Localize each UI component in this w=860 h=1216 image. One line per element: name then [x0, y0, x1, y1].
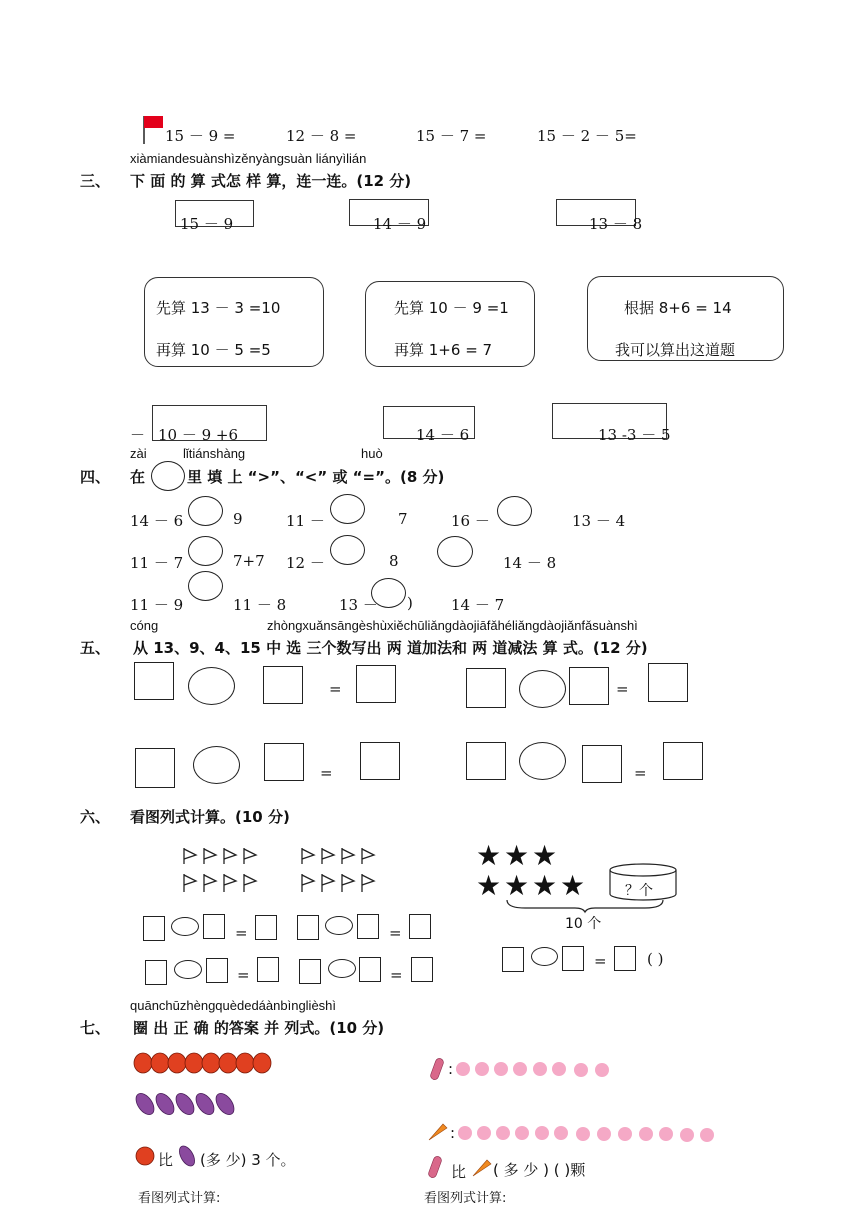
- sec3-top-expr-2: 14 － 9: [373, 215, 427, 233]
- flags-group-left: [180, 846, 275, 898]
- equals-sign: =: [320, 764, 333, 782]
- sec4-pinyin-3: huò: [361, 446, 383, 461]
- candy-dot: [513, 1062, 527, 1076]
- cmp-r3-d: ): [407, 594, 413, 612]
- cmp-circle[interactable]: [330, 535, 365, 565]
- sec4-pinyin-2: lǐtiánshàng: [183, 446, 246, 461]
- cmp-r1-a: 14 － 6: [130, 512, 184, 530]
- cmp-r2-a: 11 － 7: [130, 554, 184, 572]
- method-1-step-2: 再算 10 － 5 =5: [156, 341, 271, 359]
- eggplant-icon: [176, 1142, 198, 1168]
- sec6-number: 六、: [80, 808, 111, 826]
- carrot-colon: :: [450, 1124, 456, 1142]
- sec3-pinyin: xiàmiandesuànshìzěnyàngsuàn liányìlián: [130, 151, 367, 166]
- cmp-circle[interactable]: [371, 578, 406, 608]
- equals-sign: =: [634, 764, 647, 782]
- left-calc-label: 看图列式计算:: [138, 1191, 221, 1206]
- star-icon: ★: [476, 839, 502, 872]
- operator-oval[interactable]: [328, 959, 356, 978]
- sec7-title: 圈 出 正 确 的答案 并 列式。(10 分): [133, 1019, 385, 1037]
- method-3-step-2: 我可以算出这道题: [615, 341, 736, 359]
- sec4-title-a: 在: [130, 468, 146, 486]
- answer-box[interactable]: [562, 946, 584, 971]
- answer-box[interactable]: [263, 666, 303, 704]
- candy-dot: [477, 1126, 491, 1140]
- answer-box[interactable]: [255, 915, 277, 940]
- star-icon: ★: [532, 869, 558, 902]
- sec4-title-circle: [151, 461, 185, 491]
- sec3-top-expr-1: 15 － 9: [180, 215, 234, 233]
- candy-dot: [494, 1062, 508, 1076]
- candy-dot: [639, 1127, 653, 1141]
- eggplants-row: [133, 1085, 243, 1119]
- method-2-step-1: 先算 10 － 9 =1: [394, 299, 509, 317]
- operator-oval[interactable]: [171, 917, 199, 936]
- candy-dot: [554, 1126, 568, 1140]
- candy-icon: [425, 1154, 445, 1180]
- answer-box[interactable]: [145, 960, 167, 985]
- flags-group-right: [298, 846, 393, 898]
- candy-dot: [680, 1128, 694, 1142]
- sec5-pinyin-2: zhòngxuǎnsāngèshùxiěchūliǎngdàojiāfǎhéliǎngdàojiǎnfǎsuànshì: [267, 618, 638, 633]
- answer-box[interactable]: [614, 946, 636, 971]
- sec6-title: 看图列式计算。(10 分): [130, 808, 290, 826]
- answer-box[interactable]: [409, 914, 431, 939]
- left-compare: 比: [158, 1151, 174, 1169]
- cmp-circle[interactable]: [188, 496, 223, 526]
- answer-box[interactable]: [648, 663, 688, 702]
- candy-dot: [576, 1127, 590, 1141]
- candy-dot: [496, 1126, 510, 1140]
- answer-box[interactable]: [143, 916, 165, 941]
- sec4-number: 四、: [80, 468, 111, 486]
- top-expr-2: 12 － 8 =: [286, 127, 357, 145]
- cmp-circle[interactable]: [330, 494, 365, 524]
- equals-sign: =: [389, 924, 402, 942]
- equals-sign: =: [235, 924, 248, 942]
- flag-icon: [142, 114, 164, 144]
- cmp-r1-b: 9: [233, 510, 243, 528]
- sec5-number: 五、: [80, 639, 111, 657]
- sec7-number: 七、: [80, 1019, 111, 1037]
- answer-box[interactable]: [297, 915, 319, 940]
- method-2-step-2: 再算 1+6 = 7: [394, 341, 493, 359]
- cmp-r2-c: 12 －: [286, 554, 325, 572]
- candy-dot: [597, 1127, 611, 1141]
- top-expr-1: 15 － 9 =: [165, 127, 236, 145]
- top-expr-3: 15 － 7 =: [416, 127, 487, 145]
- method-3-step-1: 根据 8+6 = 14: [624, 299, 732, 317]
- sec3-bottom-expr-1: 10 － 9 +6: [158, 426, 239, 444]
- sec3-title: 下 面 的 算 式怎 样 算，连一连。(12 分): [130, 172, 412, 190]
- star-icon: ★: [560, 869, 586, 902]
- candy-dot: [515, 1126, 529, 1140]
- candy-colon: :: [448, 1060, 454, 1078]
- sec4-title-b: 里 填 上 “>”、“<” 或 “=”。(8 分): [187, 468, 445, 486]
- sec5-pinyin-1: cóng: [130, 618, 159, 633]
- answer-box[interactable]: [582, 745, 622, 783]
- answer-box[interactable]: [502, 947, 524, 972]
- equals-sign: =: [594, 952, 607, 970]
- total-count: 10 个: [565, 916, 602, 932]
- right-choice: ( 多 少 ) ( )颗: [493, 1161, 586, 1179]
- left-choice: (多 少) 3 个。: [200, 1151, 296, 1169]
- sec3-top-expr-3: 13 － 8: [589, 215, 643, 233]
- answer-box[interactable]: [663, 742, 703, 780]
- cmp-r3-c: 13 －: [339, 596, 378, 614]
- sec3-bottom-expr-3: 13 -3 － 5: [598, 426, 671, 444]
- candy-dot: [595, 1063, 609, 1077]
- answer-box[interactable]: [299, 959, 321, 984]
- cmp-circle[interactable]: [188, 536, 223, 566]
- cmp-r1-f: 13 － 4: [572, 512, 626, 530]
- star-icon: ★: [476, 869, 502, 902]
- answer-box[interactable]: [206, 958, 228, 983]
- star-icon: ★: [532, 839, 558, 872]
- candy-dot: [618, 1127, 632, 1141]
- equals-sign: =: [237, 966, 250, 984]
- candy-icon: [427, 1056, 447, 1082]
- cmp-r1-d: 7: [398, 510, 408, 528]
- candy-dot: [659, 1127, 673, 1141]
- answer-box[interactable]: [264, 743, 304, 781]
- cmp-circle[interactable]: [497, 496, 532, 526]
- sec3-bottom-expr-2: 14 － 6: [416, 426, 470, 444]
- answer-box[interactable]: [359, 957, 381, 982]
- answer-box[interactable]: [203, 914, 225, 939]
- cmp-r1-c: 11 －: [286, 512, 325, 530]
- right-calc-label: 看图列式计算:: [424, 1191, 507, 1206]
- cmp-r2-d: 8: [389, 552, 399, 570]
- cmp-r3-a: 11 － 9: [130, 596, 184, 614]
- operator-oval[interactable]: [531, 947, 558, 966]
- tomatoes-row: [133, 1049, 278, 1075]
- equals-sign: =: [390, 966, 403, 984]
- answer-paren: ( ): [647, 950, 664, 968]
- right-compare: 比: [451, 1163, 467, 1181]
- candy-dot: [458, 1126, 472, 1140]
- answer-box[interactable]: [569, 667, 609, 705]
- candy-dot: [475, 1062, 489, 1076]
- cmp-r3-b: 11 － 8: [233, 596, 287, 614]
- answer-box[interactable]: [360, 742, 400, 780]
- cmp-r3-e: 14 － 7: [451, 596, 505, 614]
- candy-dot: [574, 1063, 588, 1077]
- answer-box[interactable]: [466, 668, 506, 708]
- candy-dot: [535, 1126, 549, 1140]
- answer-box[interactable]: [466, 742, 506, 780]
- candy-dot: [552, 1062, 566, 1076]
- cmp-circle[interactable]: [188, 571, 223, 601]
- top-expr-4: 15 － 2 － 5=: [537, 127, 637, 145]
- operator-oval[interactable]: [174, 960, 202, 979]
- candy-dot: [456, 1062, 470, 1076]
- star-icon: ★: [504, 839, 530, 872]
- answer-box[interactable]: [357, 914, 379, 939]
- sec3-number: 三、: [80, 172, 111, 190]
- sec7-pinyin: quānchūzhèngquèdedáànbìnglièshì: [130, 998, 337, 1013]
- total-brace: [505, 898, 665, 914]
- cmp-r2-b: 7+7: [233, 552, 265, 570]
- carrot-icon: [469, 1154, 493, 1180]
- operator-oval[interactable]: [193, 746, 240, 784]
- answer-box[interactable]: [135, 748, 175, 788]
- equals-sign: =: [329, 680, 342, 698]
- cmp-circle[interactable]: [437, 536, 473, 567]
- answer-box[interactable]: [134, 662, 174, 700]
- sec5-title: 从 13、9、4、15 中 选 三个数写出 两 道加法和 两 道减法 算 式。(12 分): [133, 639, 648, 657]
- answer-box[interactable]: [411, 957, 433, 982]
- tomato-icon: [135, 1144, 155, 1166]
- method-1-step-1: 先算 13 － 3 =10: [156, 299, 281, 317]
- equals-sign: =: [616, 680, 629, 698]
- unknown-count: ？个: [625, 883, 653, 899]
- candy-dot: [533, 1062, 547, 1076]
- cmp-r2-e: 14 － 8: [503, 554, 557, 572]
- operator-oval[interactable]: [325, 916, 353, 935]
- operator-oval[interactable]: [519, 742, 566, 780]
- operator-oval[interactable]: [188, 667, 235, 705]
- candy-dot: [700, 1128, 714, 1142]
- sec3-bottom-dash: －: [130, 426, 146, 444]
- operator-oval[interactable]: [519, 670, 566, 708]
- answer-box[interactable]: [257, 957, 279, 982]
- carrot-icon: [425, 1118, 449, 1144]
- star-icon: ★: [504, 869, 530, 902]
- cmp-r1-e: 16 －: [451, 512, 490, 530]
- answer-box[interactable]: [356, 665, 396, 703]
- sec4-pinyin-1: zài: [130, 446, 147, 461]
